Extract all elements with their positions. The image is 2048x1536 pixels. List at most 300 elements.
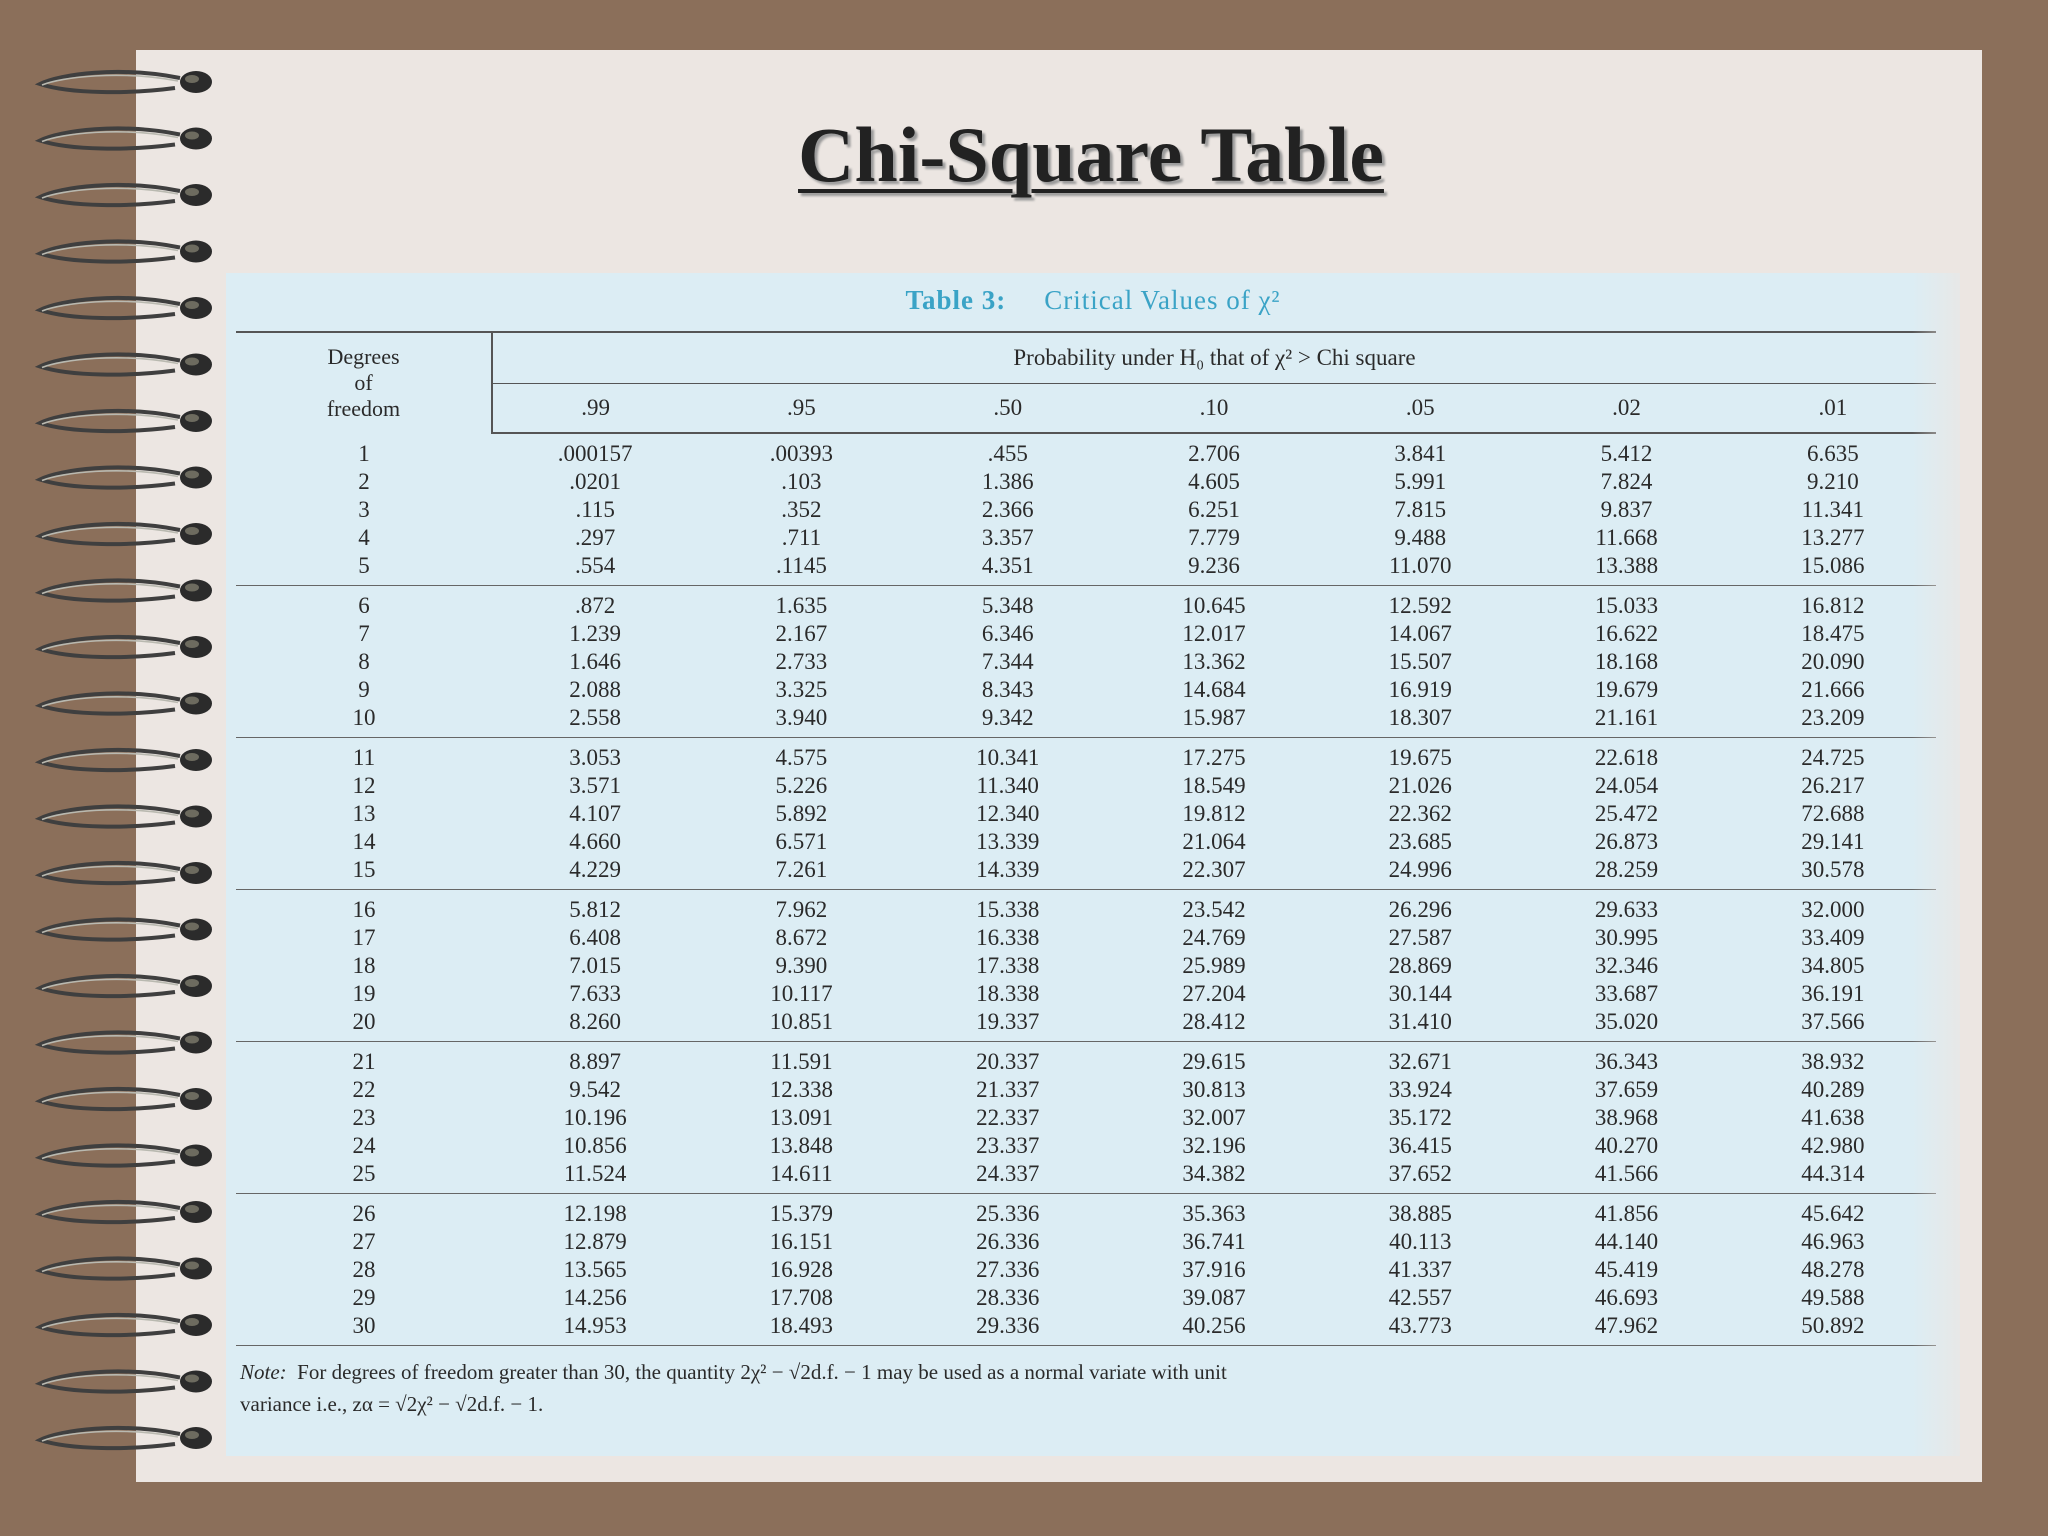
table-row	[236, 1228, 1936, 1256]
critical-value-cell: 24.337	[905, 1160, 1111, 1194]
critical-value-cell: 16.151	[769, 1229, 834, 1254]
critical-value-cell: 5.226	[775, 773, 828, 798]
df-header	[236, 332, 492, 433]
critical-value-cell: 2.558	[492, 704, 698, 738]
df-cell: 7	[358, 621, 370, 646]
df-cell: 4	[358, 525, 370, 550]
critical-value-cell: 36.343	[1594, 1049, 1659, 1074]
probability-column-header: .05	[1317, 384, 1523, 434]
critical-value-cell: 3.841	[1394, 441, 1447, 466]
critical-value-cell: 9.342	[905, 704, 1111, 738]
critical-value-cell: 20.337	[976, 1049, 1040, 1074]
spiral-ring-icon	[40, 1088, 212, 1110]
critical-value-cell: 21.666	[1801, 677, 1865, 702]
critical-value-cell: 4.229	[492, 856, 698, 890]
critical-value-cell: 28.336	[976, 1285, 1040, 1310]
table-row	[236, 586, 1936, 621]
critical-value-cell: 14.339	[905, 856, 1111, 890]
critical-value-cell: 3.571	[569, 773, 622, 798]
critical-value-cell: 9.837	[1600, 497, 1653, 522]
table-caption-text: Critical Values of χ²	[1044, 285, 1281, 315]
critical-value-cell: 23.337	[976, 1133, 1040, 1158]
df-header-line: of	[354, 370, 373, 395]
critical-value-cell: 28.412	[1111, 1008, 1317, 1042]
critical-value-cell: 10.851	[698, 1008, 904, 1042]
critical-value-cell: 9.390	[775, 953, 828, 978]
critical-value-cell: 38.968	[1594, 1105, 1659, 1130]
critical-value-cell: 15.507	[1388, 649, 1452, 674]
table-row	[236, 433, 1936, 468]
table-row	[236, 620, 1936, 648]
critical-value-cell: 6.346	[981, 621, 1034, 646]
table-row	[236, 1160, 1936, 1194]
df-cell: 25	[236, 1160, 492, 1194]
probability-header: Probability under H₀ that of χ² > Chi square	[492, 332, 1936, 384]
critical-value-cell: 38.885	[1388, 1201, 1452, 1226]
critical-value-cell: .000157	[557, 441, 633, 466]
critical-value-cell: .1145	[698, 552, 904, 586]
critical-value-cell: 38.932	[1801, 1049, 1865, 1074]
critical-value-cell: 2.167	[775, 621, 828, 646]
spiral-ring-icon	[40, 71, 212, 93]
critical-value-cell: 16.338	[976, 925, 1040, 950]
critical-value-cell: 34.382	[1111, 1160, 1317, 1194]
table-row	[236, 676, 1936, 704]
critical-value-cell: 22.307	[1111, 856, 1317, 890]
chi-square-table-image	[226, 273, 1960, 1456]
critical-value-cell: 44.140	[1594, 1229, 1659, 1254]
df-cell: 6	[358, 593, 370, 618]
df-cell: 5	[236, 552, 492, 586]
spiral-ring-icon	[40, 806, 212, 828]
table-row	[236, 1104, 1936, 1132]
critical-value-cell: 5.892	[775, 801, 828, 826]
critical-value-cell: 8.260	[492, 1008, 698, 1042]
df-cell: 12	[352, 773, 376, 798]
critical-value-cell: 42.980	[1801, 1133, 1865, 1158]
table-row	[236, 1042, 1936, 1077]
df-cell: 20	[236, 1008, 492, 1042]
table-note	[240, 1356, 1940, 1420]
critical-value-cell: 3.357	[981, 525, 1034, 550]
df-cell: 3	[358, 497, 370, 522]
critical-value-cell: 24.725	[1801, 745, 1865, 770]
table-caption-number: Table 3:	[905, 285, 1007, 315]
critical-value-cell: 8.343	[981, 677, 1034, 702]
spiral-ring-icon	[40, 1314, 212, 1336]
critical-value-cell: 20.090	[1801, 649, 1865, 674]
table-row	[236, 1194, 1936, 1229]
critical-value-cell: 13.091	[769, 1105, 834, 1130]
critical-value-cell: 23.685	[1388, 829, 1452, 854]
critical-value-cell: 19.675	[1388, 745, 1452, 770]
critical-value-cell: 12.340	[976, 801, 1040, 826]
note-label: Note:	[240, 1360, 287, 1384]
note-line-1: For degrees of freedom greater than 30, the quantity 2χ² − √2d.f. − 1 may be used as a normal variate with unit	[297, 1360, 1227, 1384]
critical-value-cell: 13.848	[769, 1133, 834, 1158]
df-cell: 1	[358, 440, 370, 466]
df-group	[236, 738, 1936, 890]
table-row	[236, 1076, 1936, 1104]
critical-value-cell: 41.566	[1523, 1160, 1729, 1194]
critical-value-cell: 9.488	[1394, 525, 1447, 550]
spiral-ring-icon	[40, 693, 212, 715]
critical-value-cell: 7.344	[981, 649, 1034, 674]
critical-value-cell: .554	[492, 552, 698, 586]
df-cell: 10	[236, 704, 492, 738]
critical-value-cell: 30.995	[1594, 925, 1659, 950]
critical-value-cell: 37.916	[1182, 1257, 1246, 1282]
critical-value-cell: 29.336	[905, 1312, 1111, 1346]
critical-value-cell: 12.338	[769, 1077, 834, 1102]
df-cell: 19	[352, 981, 376, 1006]
critical-value-cell: 18.307	[1317, 704, 1523, 738]
critical-value-cell: 10.196	[563, 1105, 627, 1130]
df-cell: 9	[358, 677, 370, 702]
spiral-ring-icon	[40, 1032, 212, 1054]
critical-value-cell: 21.064	[1182, 829, 1246, 854]
df-cell: 29	[352, 1285, 376, 1310]
critical-value-cell: 4.660	[569, 829, 622, 854]
critical-value-cell: .455	[987, 441, 1028, 466]
critical-value-cell: 72.688	[1801, 801, 1865, 826]
critical-value-cell: 9.542	[569, 1077, 622, 1102]
table-row	[236, 496, 1936, 524]
critical-value-cell: 24.054	[1594, 773, 1659, 798]
df-group	[236, 586, 1936, 738]
critical-value-cell: 45.642	[1801, 1201, 1865, 1226]
critical-value-cell: 21.161	[1523, 704, 1729, 738]
critical-value-cell: 9.210	[1806, 469, 1859, 494]
critical-value-cell: 41.638	[1801, 1105, 1865, 1130]
probability-column-header: .02	[1523, 384, 1729, 434]
critical-value-cell: 4.107	[569, 801, 622, 826]
spiral-ring-icon	[40, 1258, 212, 1280]
critical-value-cell: 23.542	[1182, 897, 1246, 922]
df-cell: 13	[352, 801, 376, 826]
critical-value-cell: 28.259	[1523, 856, 1729, 890]
table-row	[236, 890, 1936, 925]
table-row	[236, 648, 1936, 676]
critical-value-cell: 49.588	[1801, 1285, 1865, 1310]
table-row	[236, 772, 1936, 800]
critical-value-cell: 37.652	[1317, 1160, 1523, 1194]
df-cell: 18	[352, 953, 376, 978]
critical-value-cell: 21.337	[976, 1077, 1040, 1102]
critical-value-cell: 12.592	[1388, 593, 1452, 618]
spiral-ring-icon	[40, 636, 212, 658]
critical-value-cell: 30.578	[1730, 856, 1936, 890]
critical-value-cell: 6.571	[775, 829, 828, 854]
df-group	[236, 890, 1936, 1042]
df-cell: 17	[352, 925, 376, 950]
table-row	[236, 738, 1936, 773]
table-caption	[226, 285, 1960, 316]
critical-value-cell: 5.412	[1600, 441, 1653, 466]
critical-value-cell: 16.812	[1801, 593, 1865, 618]
spiral-ring-icon	[40, 1145, 212, 1167]
critical-value-cell: 16.919	[1388, 677, 1452, 702]
probability-column-header: .95	[698, 384, 904, 434]
critical-value-cell: 26.296	[1388, 897, 1452, 922]
critical-value-cell: .711	[781, 525, 822, 550]
df-cell: 14	[352, 829, 376, 854]
critical-value-cell: 18.549	[1182, 773, 1246, 798]
critical-value-cell: 36.741	[1182, 1229, 1246, 1254]
table-row	[236, 924, 1936, 952]
critical-value-cell: 29.615	[1182, 1049, 1246, 1074]
critical-value-cell: 21.026	[1388, 773, 1452, 798]
critical-value-cell: 44.314	[1730, 1160, 1936, 1194]
critical-value-cell: .352	[781, 497, 822, 522]
critical-value-cell: 32.000	[1801, 897, 1865, 922]
spiral-ring-icon	[40, 580, 212, 602]
critical-value-cell: 2.366	[981, 497, 1034, 522]
critical-value-cell: 15.338	[976, 897, 1040, 922]
critical-value-cell: 9.236	[1111, 552, 1317, 586]
table-row	[236, 524, 1936, 552]
probability-column-header: .10	[1111, 384, 1317, 434]
critical-value-cell: 14.067	[1388, 621, 1452, 646]
critical-value-cell: 15.086	[1730, 552, 1936, 586]
critical-value-cell: 46.693	[1594, 1285, 1659, 1310]
critical-value-cell: 13.388	[1523, 552, 1729, 586]
critical-value-cell: 19.337	[905, 1008, 1111, 1042]
df-cell: 15	[236, 856, 492, 890]
df-cell: 23	[352, 1105, 376, 1130]
critical-value-cell: 2.088	[569, 677, 622, 702]
critical-value-cell: 3.325	[775, 677, 828, 702]
spiral-ring-icon	[40, 410, 212, 432]
critical-value-cell: 26.873	[1594, 829, 1659, 854]
critical-value-cell: 26.217	[1801, 773, 1865, 798]
critical-value-cell: 4.605	[1188, 469, 1240, 494]
critical-value-cell: 28.869	[1388, 953, 1452, 978]
critical-value-cell: 13.362	[1182, 649, 1246, 674]
critical-value-cell: 48.278	[1801, 1257, 1865, 1282]
critical-value-cell: 31.410	[1317, 1008, 1523, 1042]
critical-value-cell: 12.879	[563, 1229, 627, 1254]
probability-column-header: .01	[1730, 384, 1936, 434]
critical-value-cell: 10.117	[770, 981, 833, 1006]
critical-value-cell: 39.087	[1182, 1285, 1246, 1310]
critical-value-cell: 25.336	[976, 1201, 1040, 1226]
critical-value-cell: 10.341	[976, 745, 1040, 770]
critical-value-cell: 4.575	[775, 745, 828, 770]
critical-value-cell: .297	[575, 525, 616, 550]
critical-value-cell: 14.256	[563, 1285, 627, 1310]
critical-value-cell: 7.815	[1394, 497, 1447, 522]
critical-value-cell: 17.275	[1182, 745, 1246, 770]
critical-value-cell: 3.940	[698, 704, 904, 738]
critical-value-cell: 24.996	[1317, 856, 1523, 890]
critical-value-cell: 22.618	[1594, 745, 1659, 770]
critical-value-cell: 30.144	[1388, 981, 1452, 1006]
critical-value-cell: 18.168	[1594, 649, 1659, 674]
critical-value-cell: 40.113	[1389, 1229, 1452, 1254]
critical-value-cell: 47.962	[1523, 1312, 1729, 1346]
critical-value-cell: 5.812	[569, 897, 622, 922]
table-row	[236, 800, 1936, 828]
critical-value-cell: 33.687	[1594, 981, 1659, 1006]
critical-value-cell: 1.646	[569, 649, 622, 674]
df-cell: 16	[352, 897, 376, 922]
table-row	[236, 1256, 1936, 1284]
critical-value-cell: 32.346	[1594, 953, 1659, 978]
spiral-ring-icon	[40, 975, 212, 997]
critical-value-cell: 14.611	[698, 1160, 904, 1194]
df-cell: 28	[352, 1257, 376, 1282]
probability-column-header: .50	[905, 384, 1111, 434]
critical-value-cell: 7.962	[775, 897, 828, 922]
critical-value-cell: 42.557	[1388, 1285, 1452, 1310]
critical-value-cell: 40.256	[1111, 1312, 1317, 1346]
critical-value-cell: 18.493	[698, 1312, 904, 1346]
critical-value-cell: 15.379	[769, 1201, 834, 1226]
critical-value-cell: 13.277	[1801, 525, 1865, 550]
page-title: Chi-Square Table	[798, 111, 1384, 198]
critical-value-cell: 25.989	[1182, 953, 1246, 978]
critical-value-cell: 27.336	[976, 1257, 1040, 1282]
critical-value-cell: 14.953	[492, 1312, 698, 1346]
spiral-ring-icon	[40, 1201, 212, 1223]
scan-edge-fade	[1912, 273, 1972, 1456]
spiral-binding-icon	[0, 50, 240, 1490]
critical-value-cell: 4.351	[905, 552, 1111, 586]
critical-value-cell: 12.198	[563, 1201, 627, 1226]
table-row	[236, 1132, 1936, 1160]
critical-value-cell: 7.779	[1188, 525, 1240, 550]
critical-value-cell: 40.270	[1594, 1133, 1659, 1158]
critical-value-cell: 37.566	[1730, 1008, 1936, 1042]
critical-value-cell: 7.261	[698, 856, 904, 890]
df-group	[236, 433, 1936, 586]
critical-value-cell: 8.672	[775, 925, 828, 950]
critical-value-cell: 22.362	[1388, 801, 1452, 826]
critical-value-cell: 7.633	[569, 981, 622, 1006]
df-cell: 27	[352, 1229, 376, 1254]
critical-value-cell: .872	[575, 593, 616, 618]
critical-value-cell: 33.409	[1801, 925, 1865, 950]
df-header-line: Degrees	[327, 344, 400, 369]
critical-value-cell: 41.337	[1388, 1257, 1452, 1282]
table-row	[236, 1284, 1936, 1312]
critical-value-cell: 6.251	[1188, 497, 1240, 522]
critical-value-cell: .103	[781, 469, 822, 494]
table-row	[236, 552, 1936, 586]
critical-value-cell: 19.679	[1594, 677, 1659, 702]
df-cell: 24	[352, 1133, 376, 1158]
critical-value-cell: 11.340	[976, 773, 1039, 798]
critical-value-cell: 18.338	[976, 981, 1040, 1006]
critical-value-cell: 10.856	[563, 1133, 627, 1158]
critical-value-cell: 8.897	[569, 1049, 622, 1074]
critical-value-cell: 3.053	[569, 745, 622, 770]
critical-value-cell: 16.928	[769, 1257, 834, 1282]
critical-value-cell: 6.635	[1806, 441, 1859, 466]
critical-value-cell: 34.805	[1801, 953, 1865, 978]
note-line-2: variance i.e., zα = √2χ² − √2d.f. − 1.	[240, 1392, 544, 1416]
critical-value-cell: 22.337	[976, 1105, 1040, 1130]
df-cell: 2	[358, 469, 370, 494]
table-row	[236, 952, 1936, 980]
critical-value-cell: 1.635	[775, 593, 828, 618]
critical-value-cell: 13.339	[976, 829, 1040, 854]
probability-column-header: .99	[492, 384, 698, 434]
critical-value-cell: 45.419	[1594, 1257, 1659, 1282]
df-cell: 30	[236, 1312, 492, 1346]
critical-value-cell: 37.659	[1594, 1077, 1659, 1102]
critical-value-cell: 11.341	[1801, 497, 1865, 522]
critical-value-cell: 35.172	[1388, 1105, 1452, 1130]
chi-square-table	[236, 331, 1936, 1346]
critical-value-cell: 12.017	[1182, 621, 1246, 646]
critical-value-cell: 36.415	[1388, 1133, 1452, 1158]
critical-value-cell: 24.769	[1182, 925, 1246, 950]
critical-value-cell: 11.668	[1595, 525, 1658, 550]
critical-value-cell: 17.708	[769, 1285, 834, 1310]
critical-value-cell: 32.671	[1388, 1049, 1452, 1074]
spiral-ring-icon	[40, 1371, 212, 1393]
critical-value-cell: 16.622	[1594, 621, 1659, 646]
critical-value-cell: 41.856	[1594, 1201, 1659, 1226]
table-row	[236, 468, 1936, 496]
critical-value-cell: 11.070	[1317, 552, 1523, 586]
critical-value-cell: 33.924	[1388, 1077, 1452, 1102]
critical-value-cell: 26.336	[976, 1229, 1040, 1254]
critical-value-cell: 23.209	[1730, 704, 1936, 738]
critical-value-cell: 17.338	[976, 953, 1040, 978]
critical-value-cell: 1.239	[569, 621, 622, 646]
critical-value-cell: 25.472	[1594, 801, 1659, 826]
critical-value-cell: 10.645	[1182, 593, 1246, 618]
df-cell: 21	[352, 1049, 376, 1074]
spiral-ring-icon	[40, 749, 212, 771]
critical-value-cell: 35.020	[1523, 1008, 1729, 1042]
table-row	[236, 1312, 1936, 1346]
critical-value-cell: 27.204	[1182, 981, 1246, 1006]
critical-value-cell: 2.706	[1188, 441, 1240, 466]
critical-value-cell: 30.813	[1182, 1077, 1246, 1102]
table-row	[236, 1008, 1936, 1042]
critical-value-cell: 19.812	[1182, 801, 1246, 826]
critical-value-cell: 29.141	[1801, 829, 1865, 854]
critical-value-cell: 15.987	[1111, 704, 1317, 738]
df-cell: 22	[352, 1077, 376, 1102]
critical-value-cell: 6.408	[569, 925, 622, 950]
spiral-ring-icon	[40, 297, 212, 319]
critical-value-cell: 46.963	[1801, 1229, 1865, 1254]
df-cell: 11	[352, 745, 376, 770]
df-group	[236, 1194, 1936, 1346]
critical-value-cell: 13.565	[563, 1257, 627, 1282]
critical-value-cell: 15.033	[1594, 593, 1659, 618]
critical-value-cell: .0201	[569, 469, 622, 494]
critical-value-cell: 7.824	[1600, 469, 1653, 494]
spiral-ring-icon	[40, 919, 212, 941]
spiral-ring-icon	[40, 523, 212, 545]
critical-value-cell: 36.191	[1801, 981, 1865, 1006]
spiral-ring-icon	[40, 1427, 212, 1449]
critical-value-cell: 50.892	[1730, 1312, 1936, 1346]
critical-value-cell: 18.475	[1801, 621, 1865, 646]
critical-value-cell: 35.363	[1182, 1201, 1246, 1226]
critical-value-cell: 32.196	[1182, 1133, 1246, 1158]
spiral-ring-icon	[40, 862, 212, 884]
critical-value-cell: 5.991	[1394, 469, 1447, 494]
critical-value-cell: 27.587	[1388, 925, 1452, 950]
critical-value-cell: 32.007	[1182, 1105, 1246, 1130]
